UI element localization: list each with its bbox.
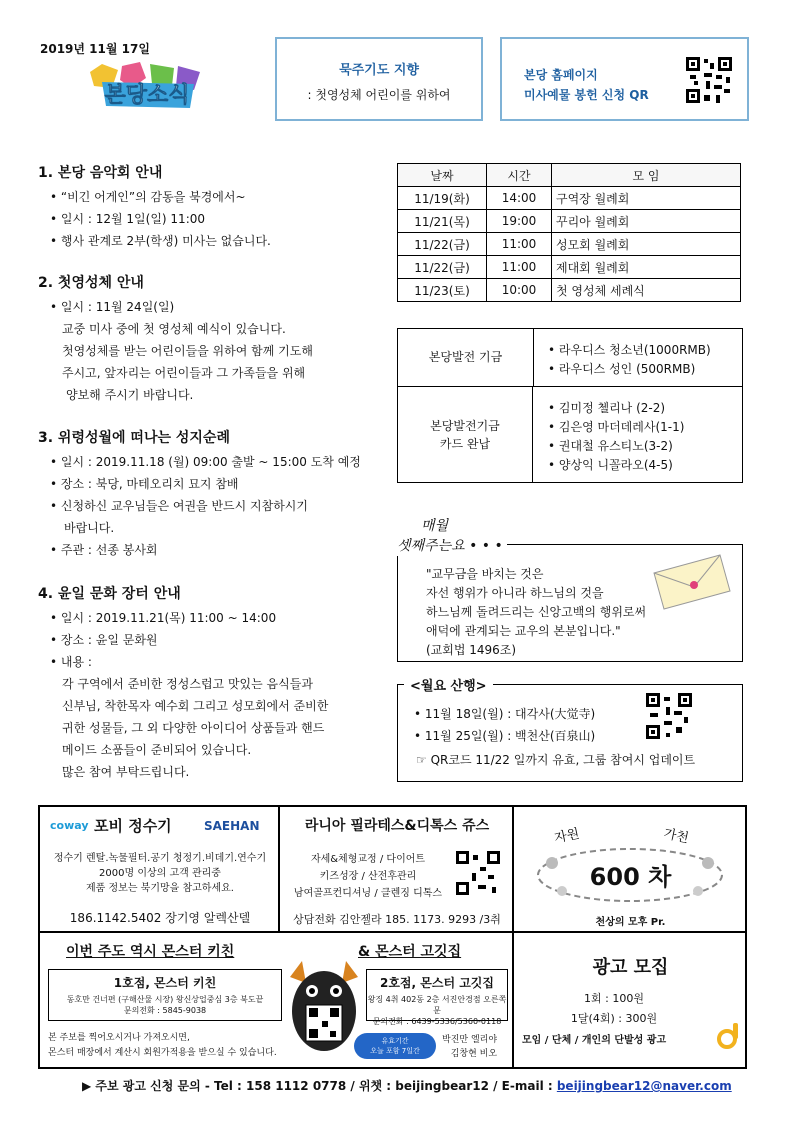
table-row xyxy=(398,187,741,210)
ad-pilates xyxy=(279,806,513,932)
section-line: 메이드 소품들이 준비되어 있습니다. xyxy=(62,743,252,757)
section-line: • 일시 : 2019.11.21(목) 11:00 ~ 14:00 xyxy=(50,611,277,625)
cell-date: 11/21(목) xyxy=(398,210,487,233)
notice-section-1 xyxy=(38,162,383,252)
cell-meeting: 구역장 월례회 xyxy=(552,187,741,210)
section-title: 2. 첫영성체 안내 xyxy=(38,275,144,291)
store-2-phone: 문의전화 : 6439-5336/5360-0118 xyxy=(372,1017,502,1026)
handwritten-line-1: 매월 xyxy=(421,518,449,534)
pilates-qr-code-icon[interactable] xyxy=(456,851,500,895)
cell-time: 11:00 xyxy=(487,233,552,256)
ad4-banner-2: & 몬스터 고깃집 xyxy=(358,944,462,960)
section-line: • 내용 : xyxy=(50,655,92,669)
cell-date: 11/22(금) xyxy=(398,256,487,279)
cell-date: 11/22(금) xyxy=(398,233,487,256)
ad4-note: 본 주보를 찍어오시거나 가져오시면, xyxy=(48,1033,190,1043)
section-line: • “비긴 어게인”의 감동을 북경에서~ xyxy=(50,190,246,204)
ad-water-purifier xyxy=(39,806,279,932)
ad3-word-1: 자원 xyxy=(553,826,581,847)
section-line: • 일시 : 11월 24일(일) xyxy=(50,300,175,314)
issue-date: 2019년 11월 17일 xyxy=(40,42,150,56)
cell-meeting: 제대회 월례회 xyxy=(552,256,741,279)
store-2-title: 2호점, 몬스터 고깃집 xyxy=(379,976,494,990)
hiking-qr-code-icon[interactable] xyxy=(646,693,692,739)
section-title: 1. 본당 음악회 안내 xyxy=(38,165,163,181)
store-1-address: 동호만 건너편 (구해산물 시장) 왕신상업중심 3층 북도끝 xyxy=(66,995,264,1004)
col-header-date: 날짜 xyxy=(398,164,487,187)
handwritten-line-2: 셋째주는요 • • • xyxy=(397,538,503,554)
ad5-desc: 모임 / 단체 / 개인의 단발성 광고 xyxy=(522,1035,667,1046)
ad-line: 제품 정보는 북기망을 참고하세요. xyxy=(86,883,234,894)
quote-line: "교무금을 바치는 것은 xyxy=(426,567,544,581)
owner-1: 박진만 엘리야 xyxy=(442,1035,498,1045)
envelope-icon xyxy=(650,551,734,611)
section-line: 많은 참여 부탁드립니다. xyxy=(62,765,190,779)
section-line: • 장소 : 윤일 문화원 xyxy=(50,633,158,647)
section-line: 귀한 성물들, 그 외 다양한 아이디어 상품들과 핸드 xyxy=(62,721,325,735)
ad-monster-kitchen xyxy=(39,932,513,1068)
section-line: 첫영성체를 받는 어린이들을 위하여 함께 기도해 xyxy=(62,344,313,358)
section-line: 양보해 주시기 바랍니다. xyxy=(66,388,194,402)
prayer-subtitle: : 첫영성체 어린이를 위하여 xyxy=(307,88,451,102)
notice-section-2 xyxy=(38,272,383,406)
cell-time: 10:00 xyxy=(487,279,552,302)
store-2-box xyxy=(366,969,508,1026)
ad5-price: 1달(4회) : 300원 xyxy=(570,1012,658,1025)
development-fund-box xyxy=(397,328,743,483)
ad-contact: 186.1142.5402 장기영 알렉산델 xyxy=(69,911,251,925)
notice-section-4 xyxy=(38,583,388,783)
cell-time: 11:00 xyxy=(487,256,552,279)
footer-email-link[interactable]: beijingbear12@naver.com xyxy=(556,1079,732,1093)
quote-line: 하느님께 돌려드리는 신앙고백의 행위로써 xyxy=(426,605,647,619)
store-1-title: 1호점, 몬스터 키친 xyxy=(113,976,217,990)
quote-line: 자선 행위가 아니라 하느님의 것을 xyxy=(426,586,604,600)
fund-label-2 xyxy=(398,387,533,482)
store-1-phone: 문의전화 : 5845-9038 xyxy=(123,1006,207,1015)
section-line: 바랍니다. xyxy=(64,521,115,535)
fund-item: • 라우디스 청소년(1000RMB) xyxy=(548,343,711,357)
section-line: 교중 미사 중에 첫 영성체 예식이 있습니다. xyxy=(62,322,286,336)
cell-meeting: 꾸리아 월례회 xyxy=(552,210,741,233)
owner-2: 김창현 비오 xyxy=(450,1049,498,1059)
cell-time: 19:00 xyxy=(487,210,552,233)
qr-label-1: 본당 홈페이지 xyxy=(524,68,598,82)
ad-line: 남여골프컨디셔닝 / 클렌징 디톡스 xyxy=(293,888,443,899)
monster-mascot-icon xyxy=(284,959,364,1063)
validity-badge xyxy=(354,1033,436,1059)
ad-line: 키즈성장 / 산전후관리 xyxy=(319,871,417,882)
fund-label-2b: 카드 완납 xyxy=(439,437,491,451)
meeting-schedule-table xyxy=(397,163,741,302)
ad-title: 포비 정수기 xyxy=(94,817,172,835)
ad-recruitment xyxy=(513,932,746,1068)
section-line: • 신청하신 교우님들은 여권을 반드시 지참하시기 xyxy=(50,499,308,513)
hiking-title: <월요 산행> xyxy=(404,675,493,694)
ad3-sub: 천상의 모후 Pr. xyxy=(595,917,666,928)
ad5-title: 광고 모집 xyxy=(592,957,669,978)
saehan-logo: SAEHAN xyxy=(204,819,260,833)
quote-line: (교회법 1496조) xyxy=(426,643,517,657)
quote-line: 애덕에 관계되는 교우의 본분입니다." xyxy=(426,624,621,638)
section-line: 주시고, 앞자리는 어린이들과 그 가족들을 위해 xyxy=(62,366,306,380)
ad4-banner-1: 이번 주도 역시 몬스터 키친 xyxy=(66,944,235,960)
fund-item: • 라우디스 성인 (500RMB) xyxy=(548,362,696,376)
section-line: • 행사 관계로 2부(학생) 미사는 없습니다. xyxy=(50,234,271,248)
col-header-meeting: 모 임 xyxy=(552,164,741,187)
section-line: • 일시 : 2019.11.18 (월) 09:00 출발 ~ 15:00 도착 예정 xyxy=(50,455,361,469)
ad4-note: 몬스터 매장에서 계산시 회원가적용을 받으실 수 있습니다. xyxy=(48,1048,277,1058)
handwritten-label xyxy=(393,516,507,556)
qr-code-icon[interactable] xyxy=(686,57,732,103)
cell-date: 11/23(토) xyxy=(398,279,487,302)
fund-item: • 권대철 유스티노(3-2) xyxy=(548,439,673,453)
col-header-time: 시간 xyxy=(487,164,552,187)
ad-600th xyxy=(513,806,746,932)
table-row xyxy=(398,210,741,233)
ad3-big: 600 차 xyxy=(589,863,672,891)
monday-hiking-box xyxy=(397,679,743,782)
hiking-item: • 11월 25일(월) : 백천산(百泉山) xyxy=(414,729,596,743)
tithe-quote-box xyxy=(397,544,743,662)
cell-meeting: 첫 영성체 세례식 xyxy=(552,279,741,302)
prayer-title: 묵주기도 지향 xyxy=(339,63,419,78)
fund-item: • 김은영 마더데레사(1-1) xyxy=(548,420,685,434)
section-title: 3. 위령성월에 떠나는 성지순례 xyxy=(38,430,230,446)
ad-line: 정수기 렌탈.녹물필터.공기 청정기.비데기.연수기 xyxy=(53,853,267,864)
hiking-item: • 11월 18일(월) : 대각사(大觉寺) xyxy=(414,707,596,721)
homepage-qr-box xyxy=(500,37,749,121)
table-row xyxy=(398,279,741,302)
store-1-box xyxy=(48,969,282,1021)
ad3-word-2: 가천 xyxy=(662,826,690,847)
store-2-address: 왕징 4취 402동 2층 서진안경점 오른쪽문 xyxy=(367,995,507,1015)
validity-line-2: 오늘 포함 7일간 xyxy=(370,1047,420,1055)
advertisement-area xyxy=(38,805,747,1069)
table-row xyxy=(398,233,741,256)
ad-line: 자세&체형교정 / 다이어트 xyxy=(310,854,426,865)
ad-contact: 상담전화 김안젤라 185. 1173. 9293 /3취 xyxy=(293,913,501,926)
cell-date: 11/19(화) xyxy=(398,187,487,210)
section-line: • 장소 : 북당, 마테오리치 묘지 참배 xyxy=(50,477,239,491)
hiking-note: ☞ QR코드 11/22 일까지 유효, 그룹 참여시 업데이트 xyxy=(416,753,696,767)
section-line: 신부님, 착한목자 예수회 그리고 성모회에서 준비한 xyxy=(62,699,329,713)
cell-time: 14:00 xyxy=(487,187,552,210)
qr-label-2: 미사예물 봉헌 신청 QR xyxy=(524,88,649,102)
parish-news-logo xyxy=(82,62,212,114)
section-line: 각 구역에서 준비한 정성스럽고 맛있는 음식들과 xyxy=(62,677,313,691)
ad-title: 라니아 필라테스&디톡스 쥬스 xyxy=(304,818,490,834)
section-line: • 일시 : 12월 1일(일) 11:00 xyxy=(50,212,206,226)
notice-section-3 xyxy=(38,427,383,561)
fund-item: • 김미정 첼리나 (2-2) xyxy=(548,401,666,415)
table-row xyxy=(398,256,741,279)
ad-line: 2000명 이상의 고객 관리중 xyxy=(99,868,221,879)
svg-text:본당소식: 본당소식 xyxy=(104,83,190,108)
validity-line-1: 유효기간 xyxy=(381,1037,409,1045)
ad5-price: 1회 : 100원 xyxy=(584,992,644,1005)
section-title: 4. 윤일 문화 장터 안내 xyxy=(38,586,181,602)
prayer-intention-box xyxy=(275,37,483,121)
ok-hand-icon xyxy=(716,1021,742,1051)
fund-label-1: 본당발전 기금 xyxy=(398,329,534,386)
section-line: • 주관 : 선종 봉사회 xyxy=(50,543,158,557)
cell-meeting: 성모회 월례회 xyxy=(552,233,741,256)
fund-item: • 양상익 니꼴라오(4-5) xyxy=(548,458,673,472)
footer-contact xyxy=(82,1077,732,1094)
fund-label-2a: 본당발전기금 xyxy=(430,419,500,433)
footer-text: ▶ 주보 광고 신청 문의 - Tel : 158 1112 0778 / 위챗 : beijingbear12 / E-mail : xyxy=(82,1079,557,1093)
coway-logo: coway xyxy=(50,819,89,832)
